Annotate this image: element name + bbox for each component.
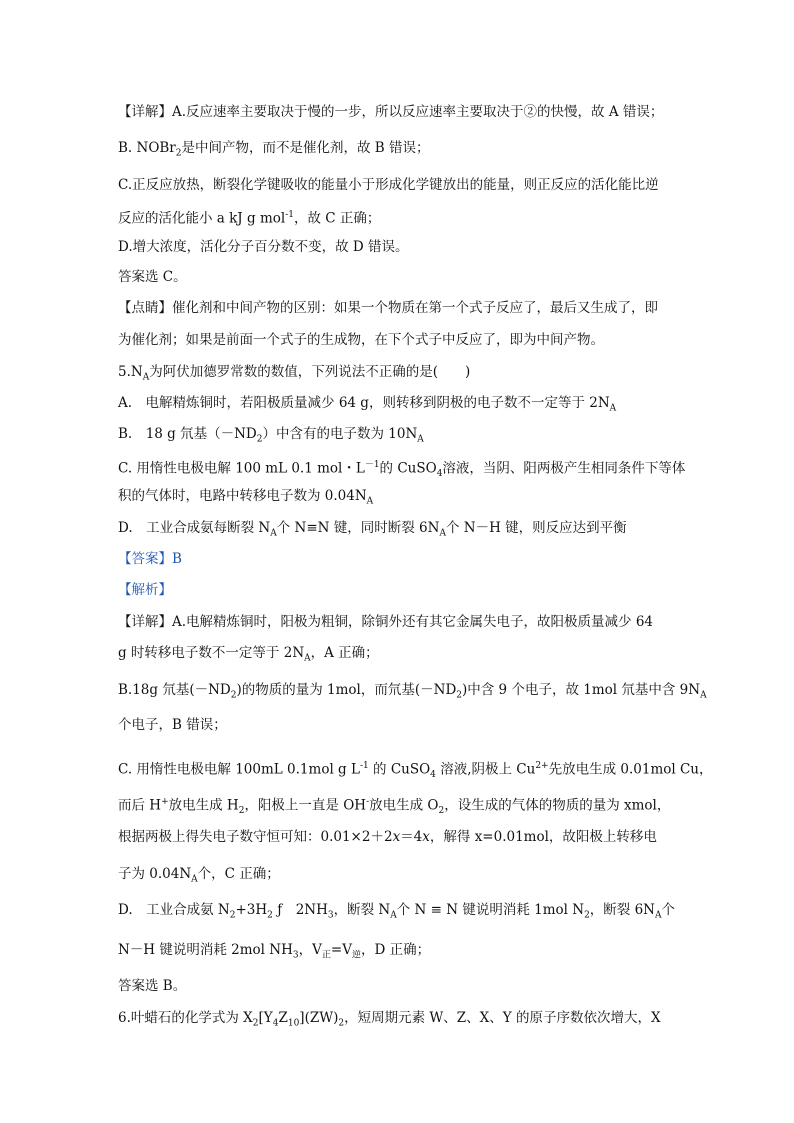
note-line-2: 为催化剂；如果是前面一个式子的生成物，在下个式子中反应了，即为中间产物。 [118,332,604,348]
option-c-line-2: 积的气体时，电路中转移电子数为 $0.04N_A$ [118,488,374,507]
analysis-d-line-1: D. 工业合成氨 $N_2+3H_2$ ƒ $2NH_3$，断裂 $N_A$个 N ≡ N 键说明消耗 1mol $N_2$，断裂 $6N_A$个 [118,902,675,921]
analysis-c-line-1: C. 用惰性电极电解 100mL 0.1mol g $L^{-1}$ 的 CuSO$_4$ 溶液,阴极上 $Cu^{2+}$先放电生成 0.01mol Cu， [118,761,713,781]
analysis-c-line-4: 子为 $0.04N_A$个，C 正确； [118,866,280,885]
option-c-line-1: C. 用惰性电极电解 100 mL 0.1 mol・$L^{-1}$的 CuSO$_4$溶液，当阴、阳两极产生相同条件下等体 [118,460,686,480]
detail-a-text: A.反应速率主要取决于慢的一步，所以反应速率主要取决于②的快慢，故 A 错误； [172,104,664,120]
note-line-1: 【点睛】催化剂和中间产物的区别：如果一个物质在第一个式子反应了，最后又生成了，即 [118,300,658,316]
answer-b-line: 答案选 B。 [118,978,187,994]
analysis-b-line-2: 个电子，B 错误； [118,717,227,733]
analysis-b-line-1: B.18g 氘基$(-ND_2)$的物质的量为 1mol，而氘基$(-ND_2)$中含 9 个电子，故 1mol 氘基中含 $9N_A$ [118,682,707,701]
analysis-a-line-1: 【详解】A.电解精炼铜时，阳极为粗铜，除铜外还有其它金属失电子，故阳极质量减少 64 [118,614,654,630]
detail-a-line: 【详解】 [118,104,172,120]
analysis-d-line-2: N－H 键说明消耗 2mol $NH_3$，$V_正=V_逆$，D 正确； [118,942,431,961]
detail-b-line: B. NOBr$_2$是中间产物，而不是催化剂，故 B 错误； [118,140,430,159]
answer-c-line: 答案选 C。 [118,269,187,285]
question-6-stem: 6.叶蜡石的化学式为 $X_2[Y_4Z_{10}](ZW)_2$，短周期元素 W、Z、X、Y 的原子序数依次增大，X [118,1010,661,1029]
detail-d-line: D.增大浓度，活化分子百分数不变，故 D 错误。 [118,239,409,255]
detail-c-line-1: C.正反应放热，断裂化学键吸收的能量小于形成化学键放出的能量，则正反应的活化能比逆 [118,177,659,193]
question-5-stem: $5.N_A$为阿伏加德罗常数的数值，下列说法不正确的是( ) [118,364,471,383]
analysis-c-line-2: 而后 H+放电生成 $H_2$，阳极上一直是 OH-放电生成 $O_2$，设生成的气体的物质的量为 xmol， [118,797,671,817]
answer-label: 【答案】B [118,551,182,567]
analysis-a-line-2: g 时转移电子数不一定等于 $2N_A$，A 正确； [118,645,379,664]
analysis-label: 【解析】 [118,582,172,598]
detail-c-line-2: 反应的活化能小 a kJ g mol$^{-1}$，故 C 正确； [118,210,381,227]
option-d: D. 工业合成氨每断裂 $N_A$个 N≡N 键，同时断裂 $6N_A$个 N－H 键，则反应达到平衡 [118,520,627,539]
option-a: A. 电解精炼铜时，若阳极质量减少 64 g，则转移到阴极的电子数不一定等于 $2N_A$ [118,395,617,414]
analysis-c-line-3: 根据两极上得失电子数守恒可知：0.01×2＋2x＝4x，解得 x=0.01mol，故阳极上转移电 [118,829,657,845]
option-b: B. 18 g 氘基$(-ND_2)$中含有的电子数为 $10N_A$ [118,426,424,445]
